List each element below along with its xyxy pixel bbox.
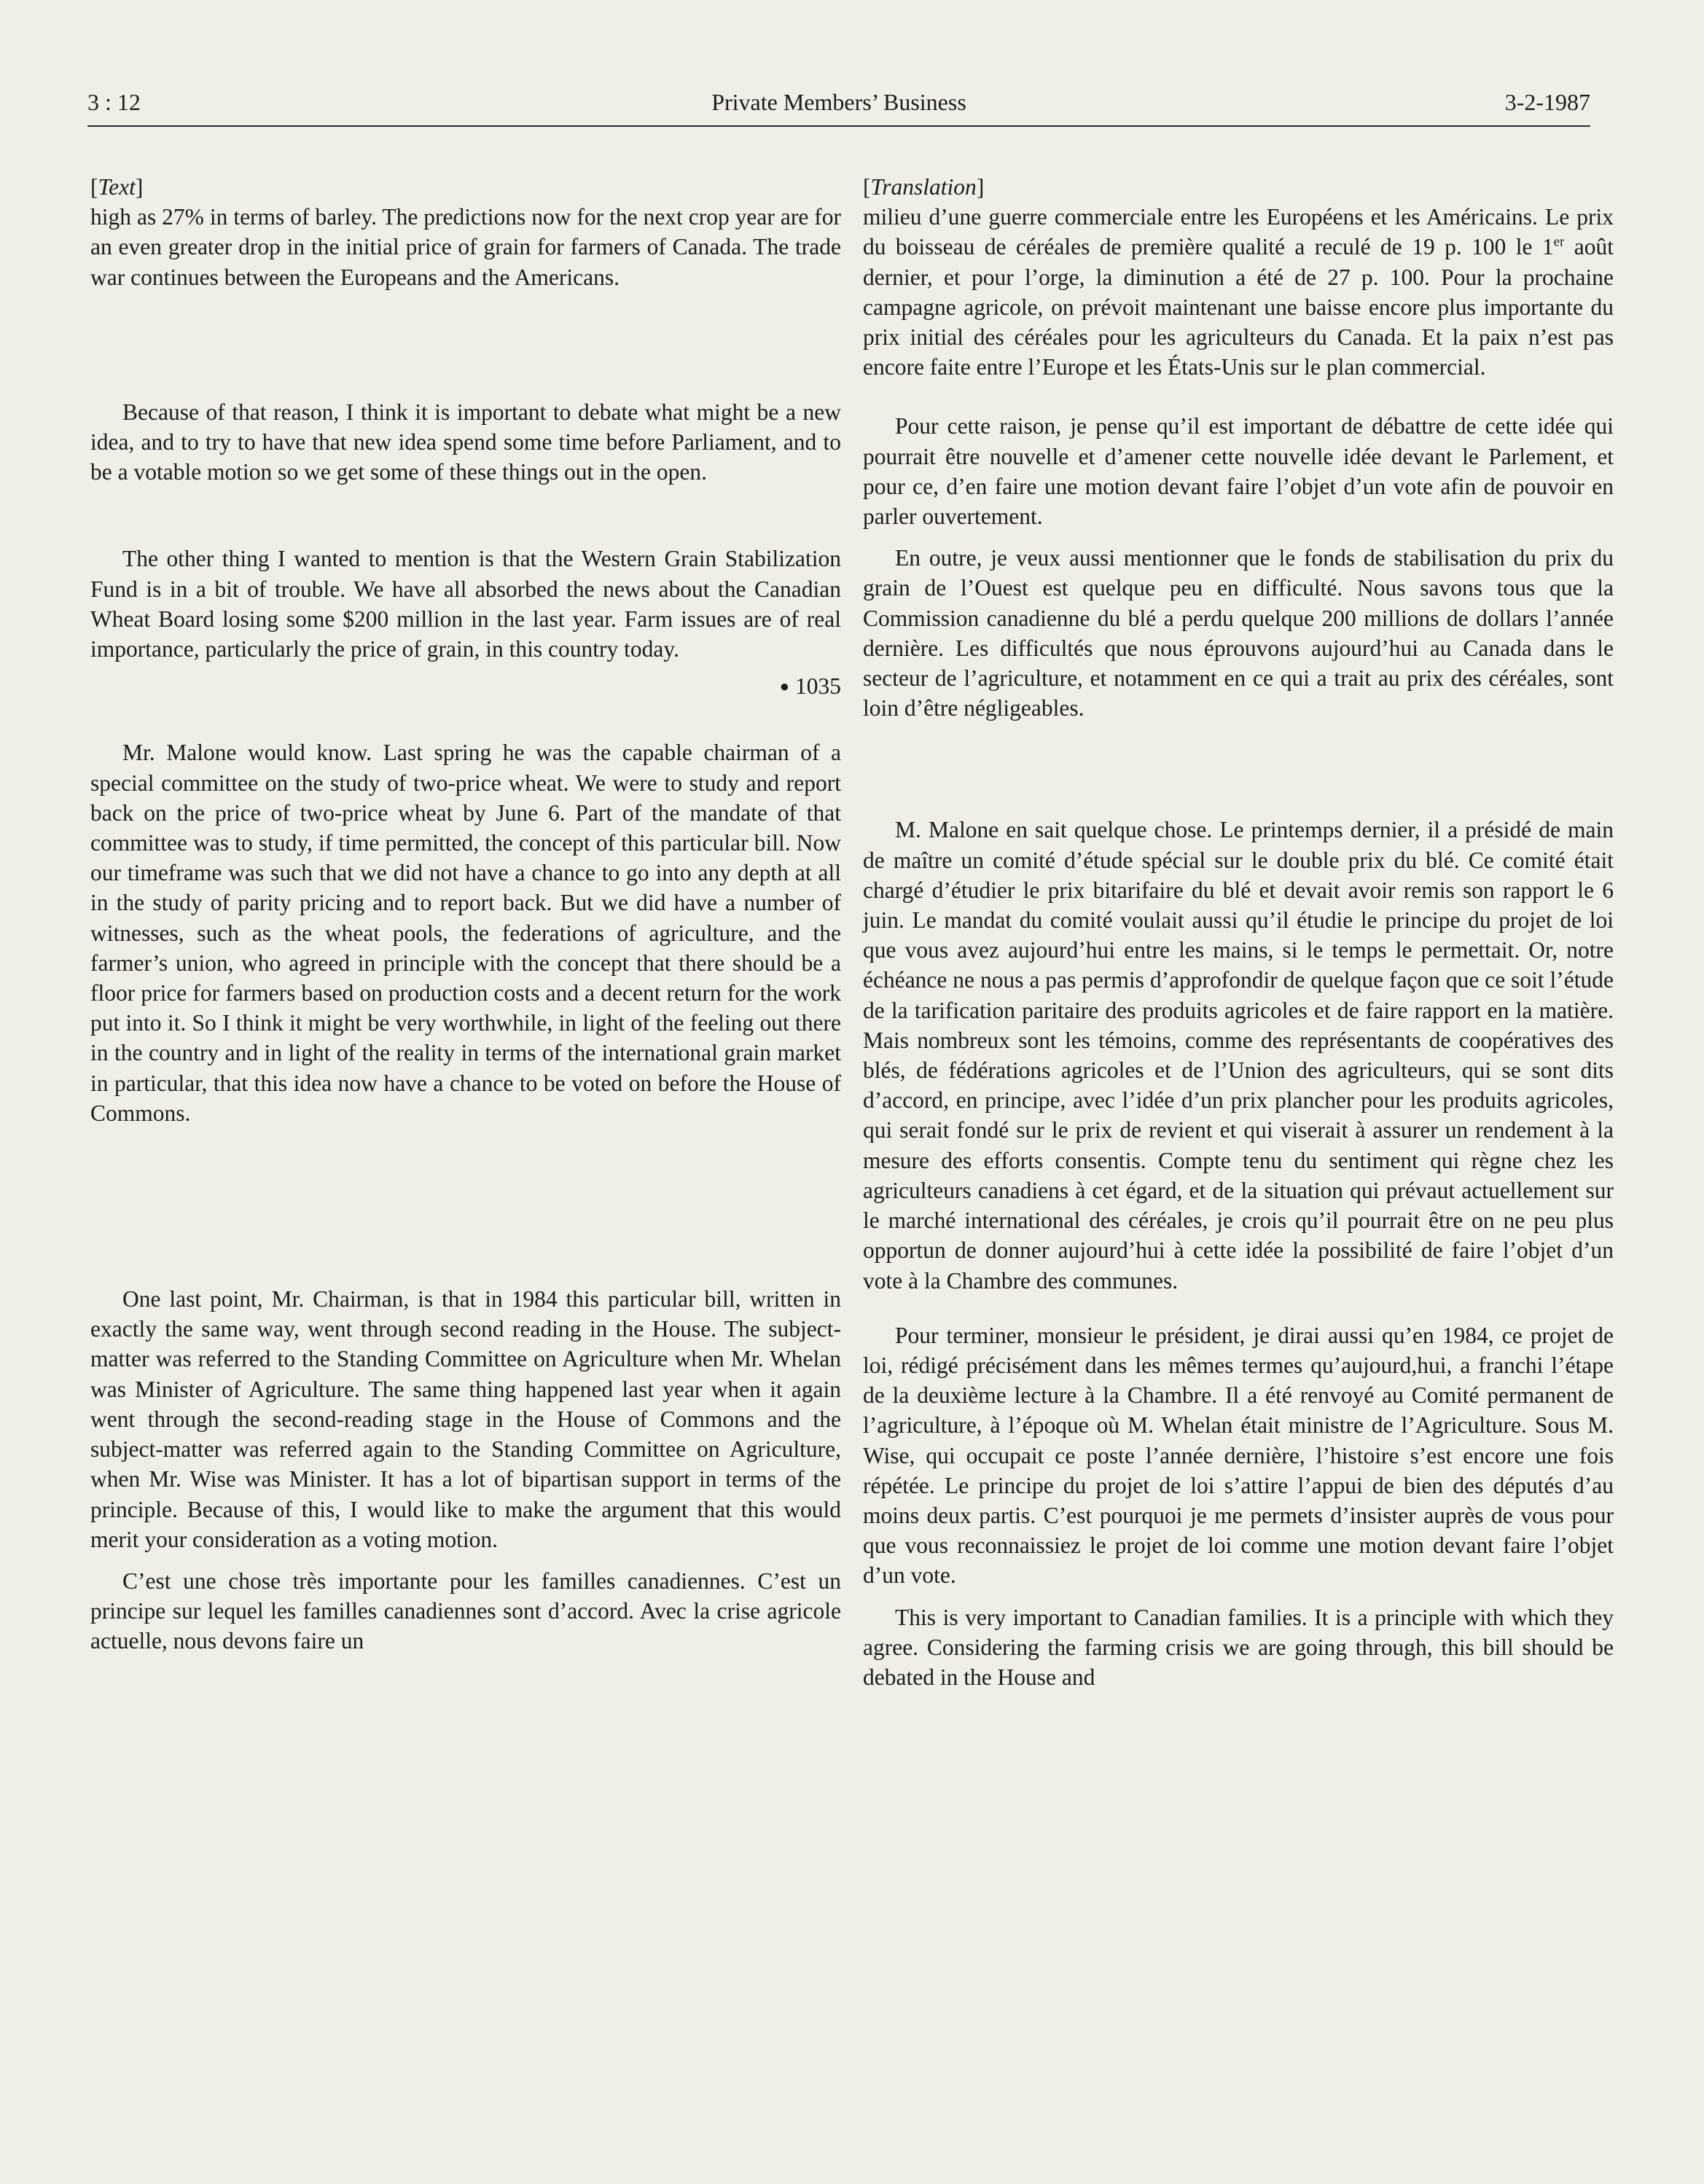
paragraph: This is very important to Canadian families. It is a principle with which they agree. Considering the farming crisis we are going through, this bill should be debated in the House and	[863, 1604, 1614, 1690]
running-title: Private Members’ Business	[711, 89, 966, 115]
paragraph: M. Malone en sait quelque chose. Le printemps dernier, il a présidé de main de maître un comité d’étude spécial sur le double prix du blé. Ce comité était chargé d’étudier le prix bitarifaire du blé et devait avoir remis son rapport le 6 juin. Le mandat du comité voulait aussi qu’il étudie le principe du projet de loi que vous avez aujourd’hui entre les mains, si le temps le permettait. Or, notre échéance ne nous a pas permis d’approfondir de quelque façon que ce soit l’étude de la tarification paritaire des produits agricoles et de faire rapport en la matière. Mais nombreux sont les témoins, comme des représentants de coopératives des blés, de fédérations agricoles et de l’Union des agriculteurs, qui se sont dits d’accord, en principe, avec l’idée d’un prix plancher pour les produits agricoles, qui serait fondé sur le prix de revient et qui viserait à assurer un rendement à la mesure des efforts consentis. Compte tenu du sentiment qui règne chez les agriculteurs canadiens à cet égard, et de la situation qui prévaut actuellement sur le marché international des céréales, je crois qu’il pourrait être on ne peu plus opportun de donner aujourd’hui à cette idée la possibilité de faire l’objet d’un vote à la Chambre des communes.	[863, 817, 1614, 1293]
right-column	[863, 172, 1614, 1692]
paragraph: One last point, Mr. Chairman, is that in 1984 this particular bill, written in exactly the same way, went through second reading in the House. The subject-matter was referred to the Standing Committee on Agriculture when Mr. Whelan was Minister of Agriculture. The same thing happened last year when it again went through the second-reading stage in the House of Commons and the subject-matter was referred again to the Standing Committee on Agriculture, when Mr. Wise was Minister. It has a lot of bipartisan support in terms of the principle. Because of this, I would like to make the argument that this would merit your consideration as a voting motion.	[90, 1286, 841, 1552]
paragraph: C’est une chose très importante pour les familles canadiennes. C’est un principe sur lequel les familles canadiennes sont d’accord. Avec la crise agricole actuelle, nous devons faire un	[90, 1567, 841, 1654]
column-label: [Translation]	[863, 174, 985, 200]
page-number: 3 : 12	[87, 89, 141, 115]
paragraph: En outre, je veux aussi mentionner que le fonds de stabilisation du prix du grain de l’Ouest est quelque peu en difficulté. Nous savons tous que la Commission canadienne du blé a perdu quelque 200 millions de dollars l’année dernière. Les difficultés que nous éprouvons aujourd’hui au Canada dans le secteur de l’agriculture, et notamment en ce qui a trait au prix des céréales, sont loin d’être négligeables.	[863, 545, 1614, 721]
paragraph: high as 27% in terms of barley. The predictions now for the next crop year are for an even greater drop in the initial price of grain for farmers of Canada. The trade war continues between the Europeans and the Americans.	[90, 204, 841, 290]
paragraph: Because of that reason, I think it is important to debate what might be a new idea, and to try to have that new idea spend some time before Parliament, and to be a votable motion so we get some of these things out in the open.	[90, 399, 841, 485]
timestamp: ● 1035	[779, 673, 841, 700]
running-head	[87, 89, 1590, 127]
paragraph: milieu d’une guerre commerciale entre les Européens et les Américains. Le prix du boisseau de céréales de première qualité a reculé de 19 p. 100 le 1er août dernier, et pour l’orge, la diminution a été de 27 p. 100. Pour la prochaine campagne agricole, on prévoit maintenant une baisse encore plus importante du prix initial des céréales pour les agriculteurs du Canada. Et la paix n’est pas encore faite entre l’Europe et les États-Unis sur le plan commercial.	[863, 204, 1614, 380]
paragraph: Mr. Malone would know. Last spring he was the capable chairman of a special committee on the study of two-price wheat. We were to study and report back on the price of two-price wheat by June 6. Part of the mandate of that committee was to study, if time permitted, the concept of this particular bill. Now our timeframe was such that we did not have a chance to go into any depth at all in the study of parity pricing and to report back. But we did have a number of witnesses, such as the wheat pools, the federations of agriculture, and the farmer’s union, who agreed in principle with the concept that there should be a floor price for farmers based on production costs and a decent return for the work put into it. So I think it might be very worthwhile, in light of the feeling out there in the country and in light of the reality in terms of the international grain market in particular, that this idea now have a chance to be voted on before the House of Commons.	[90, 740, 841, 1126]
paragraph: The other thing I wanted to mention is that the Western Grain Stabilization Fund is in a bit of trouble. We have all absorbed the news about the Canadian Wheat Board losing some $200 million in the last year. Farm issues are of real importance, particularly the price of grain, in this country today.	[90, 546, 841, 662]
left-column	[90, 172, 841, 1656]
column-label: [Text]	[90, 174, 144, 200]
paragraph: Pour cette raison, je pense qu’il est important de débattre de cette idée qui pourrait être nouvelle et d’amener cette nouvelle idée devant le Parlement, et pour ce, d’en faire une motion devant faire l’objet d’un vote afin de pouvoir en parler ouvertement.	[863, 413, 1614, 530]
sitting-date: 3-2-1987	[1504, 89, 1590, 115]
paragraph: Pour terminer, monsieur le président, je dirai aussi qu’en 1984, ce projet de loi, rédigé précisément dans les mêmes termes qu’aujourd,hui, a franchi l’étape de la deuxième lecture à la Chambre. Il a été renvoyé au Comité permanent de l’agriculture, à l’époque où M. Whelan était ministre de l’Agriculture. Sous M. Wise, qui occupait ce poste l’année dernière, l’histoire s’est encore une fois répétée. Le principe du projet de loi s’attire l’appui de bien des députés d’au moins deux partis. C’est pourquoi je me permets d’insister auprès de vous pour que vous reconnaissiez le projet de loi comme une motion devant faire l’objet d’un vote.	[863, 1322, 1614, 1589]
header-rule	[87, 125, 1590, 127]
